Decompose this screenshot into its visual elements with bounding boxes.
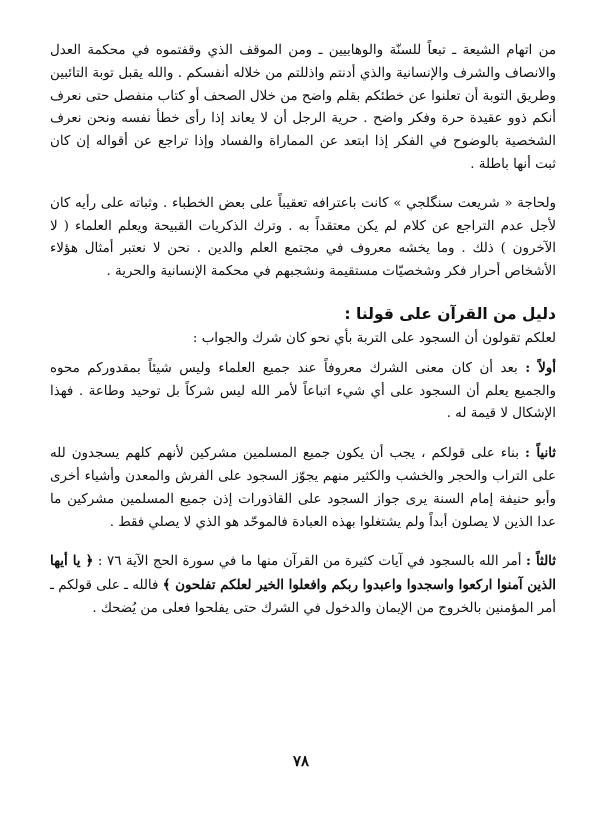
paragraph-third-point: [50, 550, 556, 620]
section-heading: دليل من القرآن على قولنا :: [344, 304, 556, 323]
third-point-label: ثالثاً :: [526, 553, 556, 570]
second-point-text: بناء على قولكم ، يجب أن يكون جميع المسلمين مشركين لأنهم كلهم يسجدون لله على التراب والحجر والخشب والكثير منهم يجوّز السجود على الفرش والمعدن وأشياء أخرى وأبو حنيفة إمام السنة يرى جواز السجود على القاذورات إذن جميع المسلمين مشركين ما عدا الذين لا يصلون أبداً ولم يشتغلوا بهذه العبادة فالموحّد هو الذي لا يصلي فقط .: [50, 446, 556, 530]
paragraph-shia-accusation: من اتهام الشيعة ـ تبعاً للسنّة والوهابيين ـ ومن الموقف الذي وقفتموه في محكمة العدل والانصاف والشرف والإنسانية والذي أدنتم واذللتم من خلاله أنفسكم . والله يقبل توبة التائبين وطريق التوبة أن تعلنوا عن خطئكم بقلم واضح من خلال الصحف أو كتاب منفصل حتى نعرف أنكم ذوو عقيدة حرة وفكر واضح . حرية الرجل أن لا يعاند إذا رأى خطأ نفسه ونحن نعرف الشخصية بالوضوح في الفكر إذا ابتعد عن المماراة والفساد وإذا تراجع عن أقواله إن كان ثبت أنها باطلة .: [50, 43, 556, 172]
third-point-conclusion: فالله ـ على قولكم ـ أمر المؤمنين بالخروج من الإيمان والدخول في الشرك حتى يفلحوا فعلى من يُضحك .: [50, 578, 556, 616]
second-point-label: ثانياً :: [524, 445, 556, 462]
paragraph-sanglaji: ولحاجة « شريعت سنگلجي » كانت باعترافه تعقيباً على بعض الخطباء . وثباته على رأيه كان لأجل عدم التراجع عن كلام لم يكن معتقداً به . وترك الذكريات القبيحة ويعلم العلماء ( لا الآخرون ) ذلك . وما يخشه معروف في مجتمع العلم والدين . نحن لا نعتبر أمثال هؤلاء الأشخاص أحرار فكر وشخصيّات مستقيمة ونشجبهم في محكمة الإنسانية والحرية .: [50, 195, 556, 280]
paragraph-second-point: [50, 442, 556, 534]
first-point-text: بعد أن كان معنى الشرك معروفاً عند جميع العلماء وليس شيئاً بمقدوركم محوه والجميع يعلم أن السجود على أي شيء اتباعاً لأمر الله ليس شركاً بل توحيد وطاعة . فهذا الإشكال لا قيمة له .: [50, 360, 556, 422]
paragraph-first-point: [50, 357, 556, 426]
page-number: ٧٨: [292, 752, 310, 770]
first-point-label: أولاً :: [525, 359, 556, 376]
third-point-text: أمر الله بالسجود في آيات كثيرة من القرآن منها ما في سورة الحج الآية ٧٦ :: [93, 554, 527, 570]
paragraph-intro: لعلكم تقولون أن السجود على التربة بأي نحو كان شرك والجواب :: [192, 330, 556, 346]
quran-verse: ﴿ يا أيها الذين آمنوا اركعوا واسجدوا واعبدوا ربكم وافعلوا الخير لعلكم تفلحون ﴾: [50, 553, 557, 594]
